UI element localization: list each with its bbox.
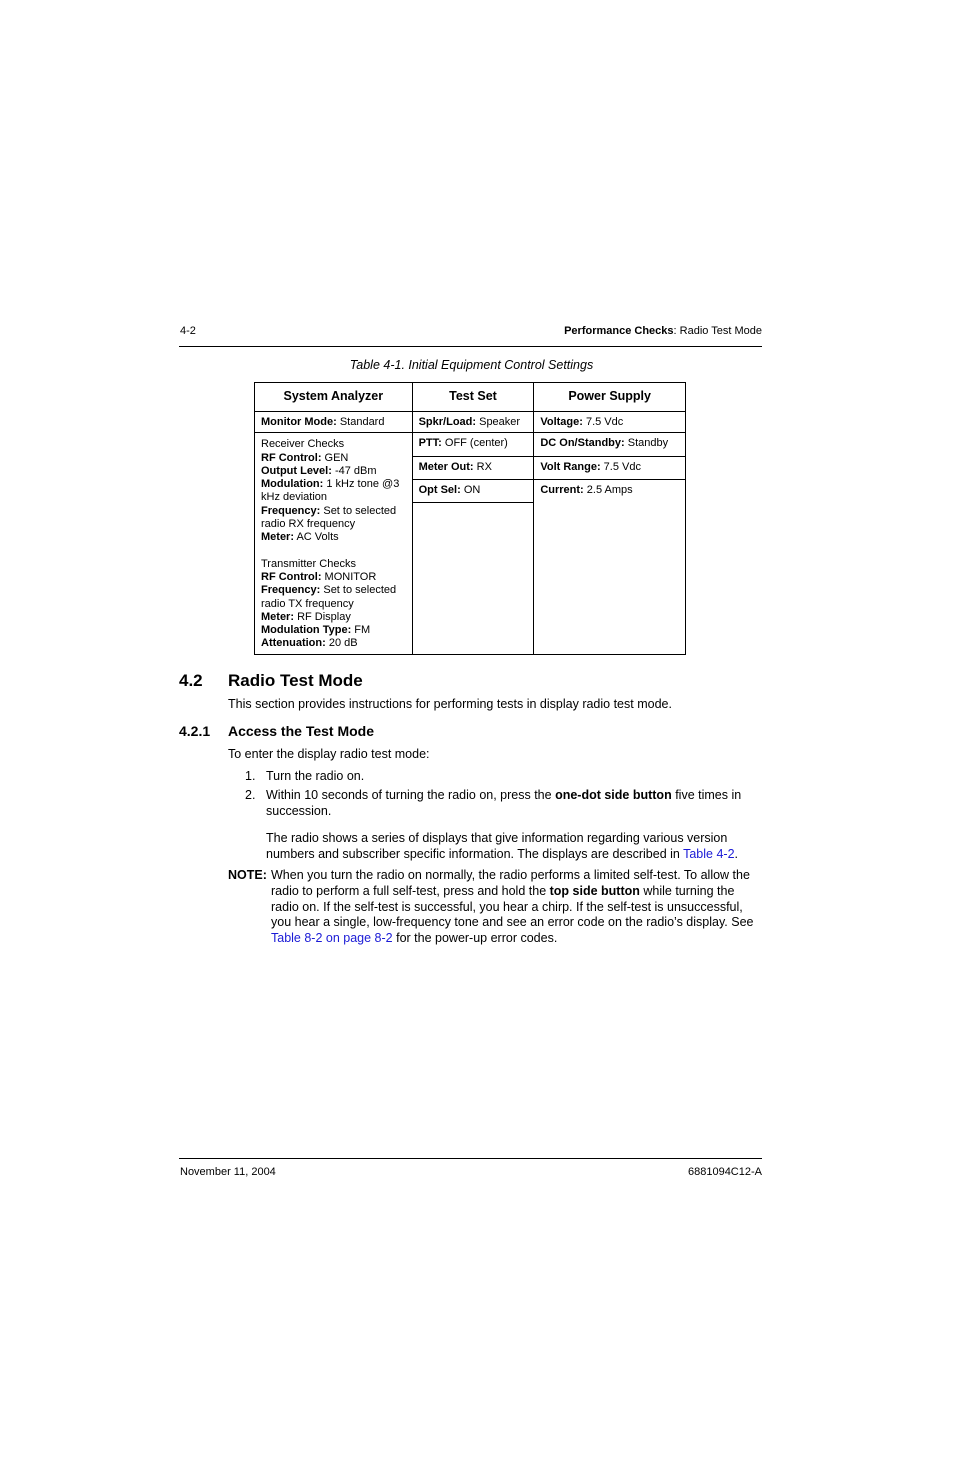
table-header-row <box>255 383 686 412</box>
test-set-settings-cell <box>412 433 534 655</box>
setting-value: MONITOR <box>321 570 377 583</box>
setting-line <box>261 531 406 544</box>
button-name: one-dot side button <box>555 788 672 802</box>
setting-label: Modulation Type: <box>261 624 352 637</box>
header-rule <box>179 346 762 347</box>
table-caption: Table 4-1. Initial Equipment Control Settings <box>349 358 594 372</box>
note-text-part: for the power-up error codes. <box>392 931 558 946</box>
setting-label: Voltage: <box>540 416 583 428</box>
subsection-title: Access the Test Mode <box>228 723 375 739</box>
setting-label: Attenuation: <box>261 637 326 650</box>
setting-value: 7.5 Vdc <box>600 460 641 473</box>
step-followup <box>266 831 762 862</box>
setting-line <box>261 478 406 505</box>
setting-value: RX <box>473 460 492 473</box>
setting-line <box>413 480 534 503</box>
subsection-heading <box>179 723 374 739</box>
step-text-part: Within 10 seconds of turning the radio on, press the <box>266 788 556 802</box>
setting-line <box>261 452 406 465</box>
setting-line <box>534 433 685 456</box>
setting-line <box>261 505 406 532</box>
analyzer-settings-cell <box>255 433 413 655</box>
setting-value: FM <box>351 624 371 637</box>
column-header: Test Set <box>412 383 534 412</box>
note-text-part: When you turn the radio on normally, the radio performs a limited self-test. To allow the radio to perform a full self-test, press and hold the <box>271 868 750 898</box>
step-text <box>266 788 762 819</box>
note-text-part: while turning the radio on. If the self-test is successful, you hear a chirp. If the self-test is unsuccessful, you hear a single, low-frequency tone and see an error code on the radio’s display. See <box>271 883 754 930</box>
setting-value: 2.5 Amps <box>583 483 633 496</box>
setting-label: DC On/Standby: <box>540 437 625 450</box>
setting-value: RF Display <box>294 610 351 623</box>
followup-text: The radio shows a series of displays that give information regarding various version numbers and subscriber specific information. The displays are described in <box>266 831 728 861</box>
setting-label: Meter: <box>261 610 295 623</box>
setting-line <box>534 480 685 500</box>
note-label: NOTE: <box>228 868 267 882</box>
setting-value: GEN <box>321 451 349 464</box>
power-supply-settings-cell <box>534 433 686 655</box>
step-number: 2. <box>245 788 256 802</box>
setting-line <box>261 571 406 584</box>
setting-label: Frequency: <box>261 584 321 597</box>
section-intro: This section provides instructions for performing tests in display radio test mode. <box>228 697 672 711</box>
setting-label: Frequency: <box>261 504 321 517</box>
table-row <box>255 433 686 655</box>
setting-value: Standard <box>336 416 385 428</box>
setting-value: 1 kHz tone @3 kHz deviation <box>261 478 400 504</box>
table-8-2-link[interactable]: Table 8-2 on page 8-2 <box>271 931 393 946</box>
step-number: 1. <box>245 769 256 783</box>
setting-label: PTT: <box>418 437 442 450</box>
page-number: 4-2 <box>180 325 196 337</box>
setting-value: 7.5 Vdc <box>582 416 624 428</box>
section-number: 4.2 <box>179 671 203 690</box>
setting-label: Meter Out: <box>418 460 474 473</box>
setting-line <box>261 624 406 637</box>
footer-rule <box>179 1158 762 1159</box>
step-text-part: five times in succession. <box>266 788 742 818</box>
running-header-chapter: Performance Checks <box>564 325 674 337</box>
setting-value: -47 dBm <box>331 464 377 477</box>
section-title: Radio Test Mode <box>228 671 363 690</box>
setting-label: Opt Sel: <box>418 483 461 496</box>
receiver-checks-heading: Receiver Checks <box>261 438 345 451</box>
setting-label: Volt Range: <box>540 460 601 473</box>
setting-label: RF Control: <box>261 570 322 583</box>
setting-line <box>413 433 534 456</box>
table-row <box>255 412 686 433</box>
setting-value: OFF (center) <box>441 437 508 450</box>
footer-date: November 11, 2004 <box>180 1166 276 1178</box>
running-header-section: : Radio Test Mode <box>673 325 762 337</box>
followup-text: . <box>734 846 739 861</box>
setting-line <box>413 457 534 480</box>
setting-line <box>534 457 685 480</box>
setting-line <box>261 637 406 650</box>
column-header: System Analyzer <box>255 383 413 412</box>
setting-value: Set to selected radio TX frequency <box>261 584 397 610</box>
section-heading <box>179 671 363 691</box>
step-text: Turn the radio on. <box>266 769 365 783</box>
setting-label: Output Level: <box>261 464 332 477</box>
footer-doc-number: 6881094C12-A <box>687 1166 762 1178</box>
setting-label: Modulation: <box>261 478 324 491</box>
table-4-2-link[interactable]: Table 4-2 <box>683 846 735 861</box>
running-header <box>564 325 762 337</box>
table-cell <box>534 412 686 433</box>
note-text <box>271 868 763 947</box>
setting-value: 20 dB <box>325 637 358 650</box>
column-header: Power Supply <box>534 383 686 412</box>
setting-value: ON <box>460 483 481 496</box>
setting-line <box>261 584 406 611</box>
setting-label: Spkr/Load: <box>418 416 477 428</box>
setting-line <box>261 611 406 624</box>
setting-value: Speaker <box>476 416 521 428</box>
button-name: top side button <box>549 883 640 898</box>
setting-line <box>261 465 406 478</box>
setting-label: RF Control: <box>261 451 322 464</box>
subsection-intro: To enter the display radio test mode: <box>228 747 430 761</box>
equipment-settings-table <box>254 382 686 655</box>
setting-value: AC Volts <box>294 531 339 544</box>
setting-label: Meter: <box>261 531 295 544</box>
table-cell <box>255 412 413 433</box>
setting-label: Monitor Mode: <box>261 416 337 428</box>
table-cell <box>412 412 534 433</box>
transmitter-checks-heading: Transmitter Checks <box>261 557 356 570</box>
subsection-number: 4.2.1 <box>179 723 211 739</box>
setting-label: Current: <box>540 483 584 496</box>
setting-value: Standby <box>624 437 669 450</box>
setting-value: Set to selected radio RX frequency <box>261 504 397 531</box>
spacer <box>261 545 406 558</box>
